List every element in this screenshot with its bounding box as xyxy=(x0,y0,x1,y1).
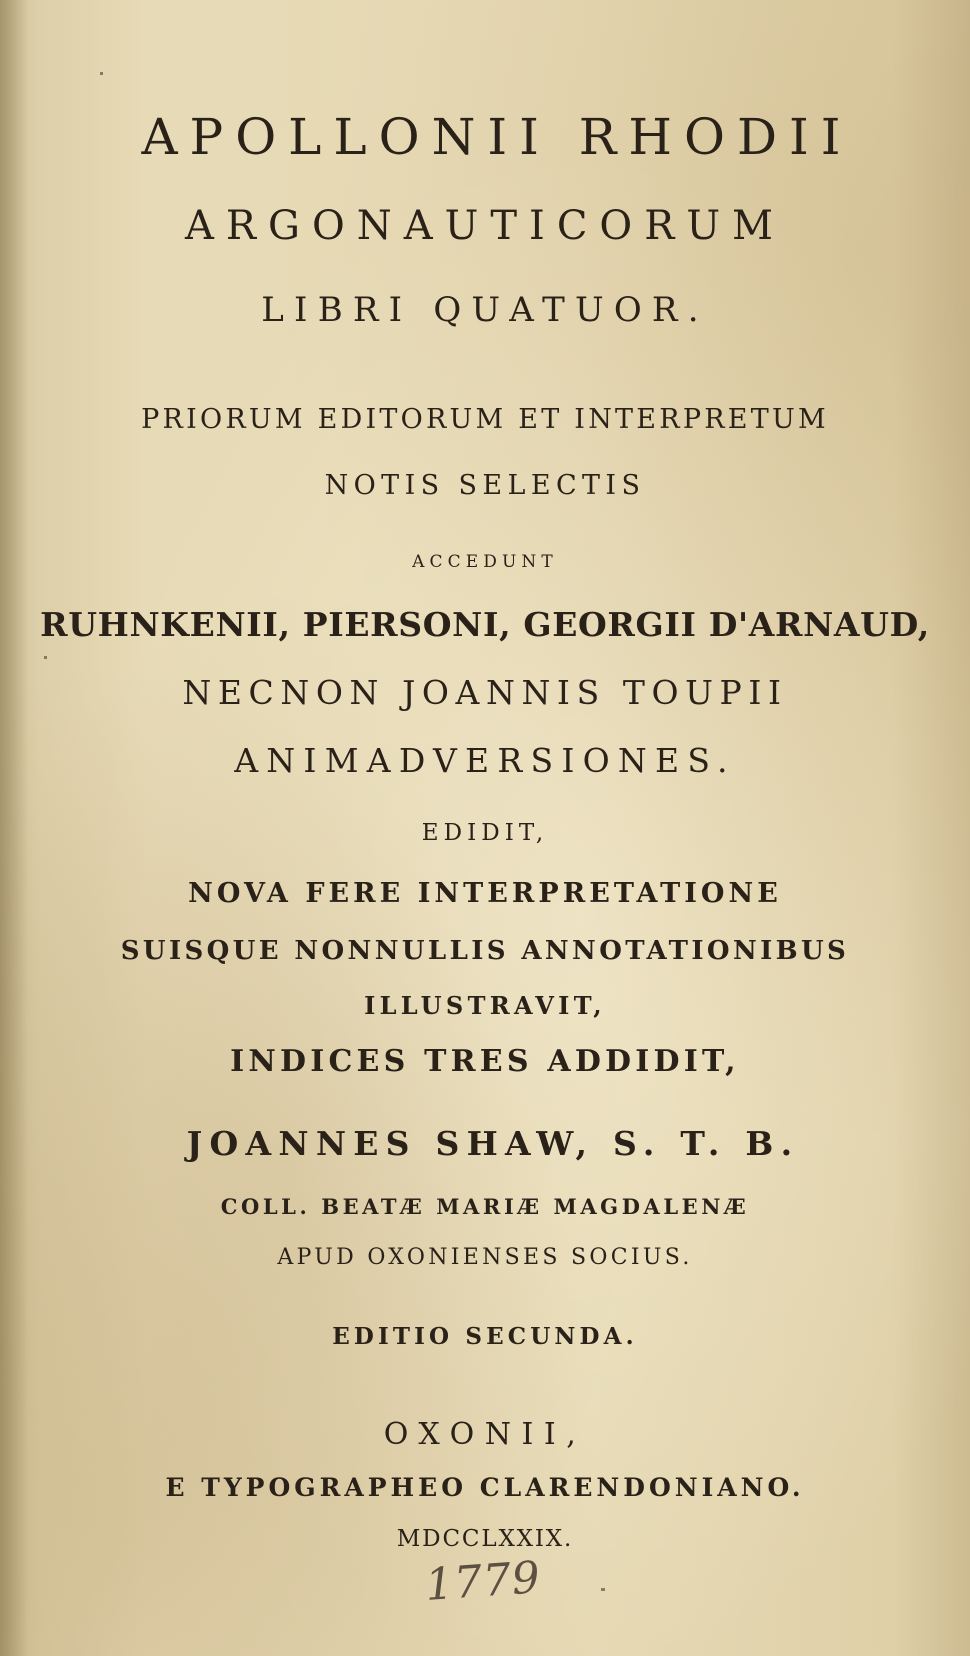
books-count: LIBRI QUATUOR. xyxy=(261,290,709,330)
work-title: ARGONAUTICORUM xyxy=(184,203,785,249)
paper-speck xyxy=(100,72,103,75)
animadversiones-line: ANIMADVERSIONES. xyxy=(234,741,736,780)
suisque-line: SUISQUE NONNULLIS ANNOTATIONIBUS xyxy=(120,936,850,966)
apud-line: APUD OXONIENSES SOCIUS. xyxy=(277,1245,693,1270)
year-roman: MDCCLXXIX. xyxy=(396,1526,574,1552)
printer-line: E TYPOGRAPHEO CLARENDONIANO. xyxy=(165,1473,805,1502)
commentators-line-2: NECNON JOANNIS TOUPII xyxy=(182,673,788,712)
prior-editors-line-2: NOTIS SELECTIS xyxy=(324,470,646,501)
paper-speck xyxy=(601,1588,605,1591)
author-name: APOLLONII RHODII xyxy=(141,108,853,166)
college-line: COLL. BEATÆ MARIÆ MAGDALENÆ xyxy=(220,1194,750,1219)
nova-line: NOVA FERE INTERPRETATIONE xyxy=(188,878,782,909)
commentators-line-1: RUHNKENII, PIERSONI, GEORGII D'ARNAUD, xyxy=(40,605,930,644)
place-of-publication: OXONII, xyxy=(383,1417,587,1452)
edition-line: EDITIO SECUNDA. xyxy=(332,1323,638,1350)
illustravit-line: ILLUSTRAVIT, xyxy=(364,991,606,1020)
editor-name: JOANNES SHAW, S. T. B. xyxy=(186,1124,800,1163)
paper-speck xyxy=(44,656,47,659)
edidit-line: EDIDIT, xyxy=(421,820,549,846)
prior-editors-line-1: PRIORUM EDITORUM ET INTERPRETUM xyxy=(141,404,829,435)
handwritten-year-annotation: 1779 xyxy=(423,1552,543,1611)
indices-line: INDICES TRES ADDIDIT, xyxy=(230,1044,740,1079)
accedunt-line: ACCEDUNT xyxy=(412,552,558,572)
